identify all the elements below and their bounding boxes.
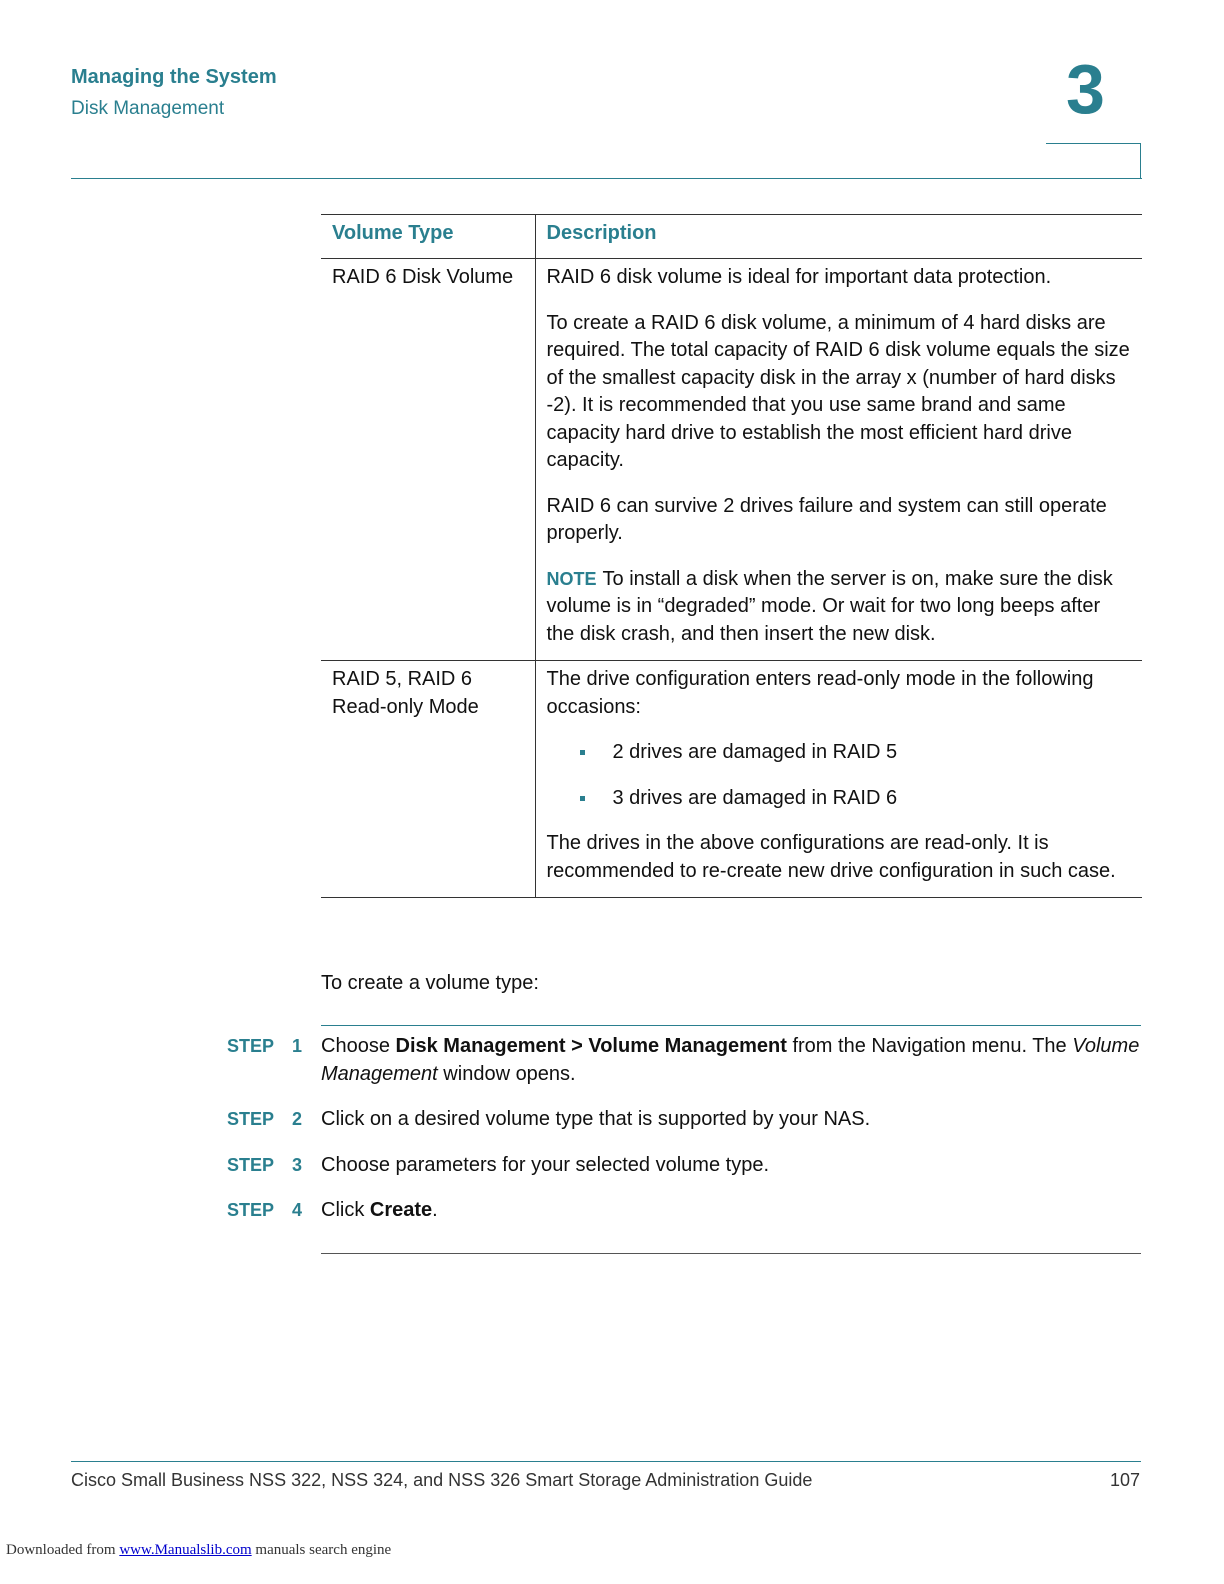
description-cell — [535, 259, 1142, 661]
note — [547, 566, 1132, 649]
page-number: 107 — [1109, 1470, 1140, 1490]
step-text-bold: Disk Management > Volume Management — [395, 1035, 787, 1057]
description-paragraph: The drive configuration enters read-only mode in the following occasions: — [546, 668, 1094, 718]
table-header-row — [321, 215, 1142, 259]
step-text-part: . — [432, 1199, 438, 1221]
step-text-part: Choose — [321, 1035, 396, 1057]
step-text-part: Click — [321, 1199, 370, 1221]
bullet-icon — [580, 750, 585, 755]
steps-rule-top — [321, 1025, 1141, 1026]
step-text-part: window opens. — [437, 1062, 576, 1085]
download-suffix: manuals search engine — [251, 1542, 392, 1558]
list-item — [547, 785, 1132, 813]
step-text: Choose parameters for your selected volume type. — [321, 1154, 769, 1176]
step-number: 2 — [292, 1109, 303, 1129]
chapter-box — [1046, 143, 1141, 178]
description-paragraph: To create a RAID 6 disk volume, a minimum of 4 hard disks are required. The total capacity of RAID 6 disk volume equals the size of the smallest capacity disk in the array x (number of hard disks -2). It is recommended that you use same brand and same capacity hard drive to establish the most efficient hard drive capacity. — [546, 311, 1130, 471]
procedure-intro: To create a volume type: — [321, 972, 539, 994]
step-number: 4 — [292, 1200, 303, 1220]
download-prefix: Downloaded from — [6, 1542, 120, 1558]
manualslib-link[interactable]: www.Manualslib.com — [119, 1542, 252, 1558]
chapter-number: 3 — [1066, 50, 1105, 128]
header-subsection-title: Disk Management — [71, 98, 225, 119]
step-text — [321, 1197, 1141, 1225]
step-text-part: from the Navigation menu. The — [786, 1035, 1073, 1057]
bullet-list — [547, 739, 1132, 812]
table-row — [321, 259, 1142, 661]
volume-type-table — [321, 214, 1142, 898]
step-label: STEP — [227, 1155, 275, 1175]
note-text: To install a disk when the server is on, make sure the disk volume is in “degraded” mode. Or wait for two long beeps after the disk crash, and then insert the new disk. — [546, 567, 1113, 645]
footer-title: Cisco Small Business NSS 322, NSS 324, and NSS 326 Smart Storage Administration Guide — [71, 1470, 813, 1490]
column-header-volume-type: Volume Type — [321, 215, 535, 259]
step-label: STEP — [227, 1036, 275, 1056]
header-section-title: Managing the System — [71, 66, 277, 88]
footer-rule — [71, 1461, 1141, 1462]
description-paragraph: RAID 6 disk volume is ideal for important data protection. — [546, 266, 1052, 288]
description-paragraph: RAID 6 can survive 2 drives failure and system can still operate properly. — [546, 494, 1107, 544]
table-row — [321, 661, 1142, 898]
steps-rule-bottom — [321, 1253, 1141, 1254]
step-text-bold: Create — [369, 1199, 433, 1221]
note-label: NOTE — [546, 568, 597, 589]
column-header-description: Description — [535, 215, 1142, 259]
list-item — [547, 739, 1132, 767]
description-paragraph: The drives in the above configurations are read-only. It is recommended to re-create new drive configuration in such case. — [546, 832, 1116, 882]
step-text — [321, 1033, 1141, 1088]
header-rule — [71, 178, 1142, 179]
step-text-italic: Volume Management — [321, 1035, 1140, 1085]
download-notice — [6, 1542, 391, 1559]
description-cell — [535, 661, 1142, 898]
step-number: 1 — [292, 1036, 303, 1056]
step-number: 3 — [292, 1155, 303, 1175]
list-item-text: 2 drives are damaged in RAID 5 — [612, 741, 898, 763]
volume-type-cell: RAID 6 Disk Volume — [321, 259, 535, 661]
step-label: STEP — [227, 1200, 275, 1220]
step-label: STEP — [227, 1109, 275, 1129]
list-item-text: 3 drives are damaged in RAID 6 — [612, 786, 898, 809]
step-text: Click on a desired volume type that is supported by your NAS. — [321, 1108, 871, 1130]
volume-type-cell: RAID 5, RAID 6 Read-only Mode — [321, 661, 535, 898]
bullet-icon — [580, 796, 585, 801]
